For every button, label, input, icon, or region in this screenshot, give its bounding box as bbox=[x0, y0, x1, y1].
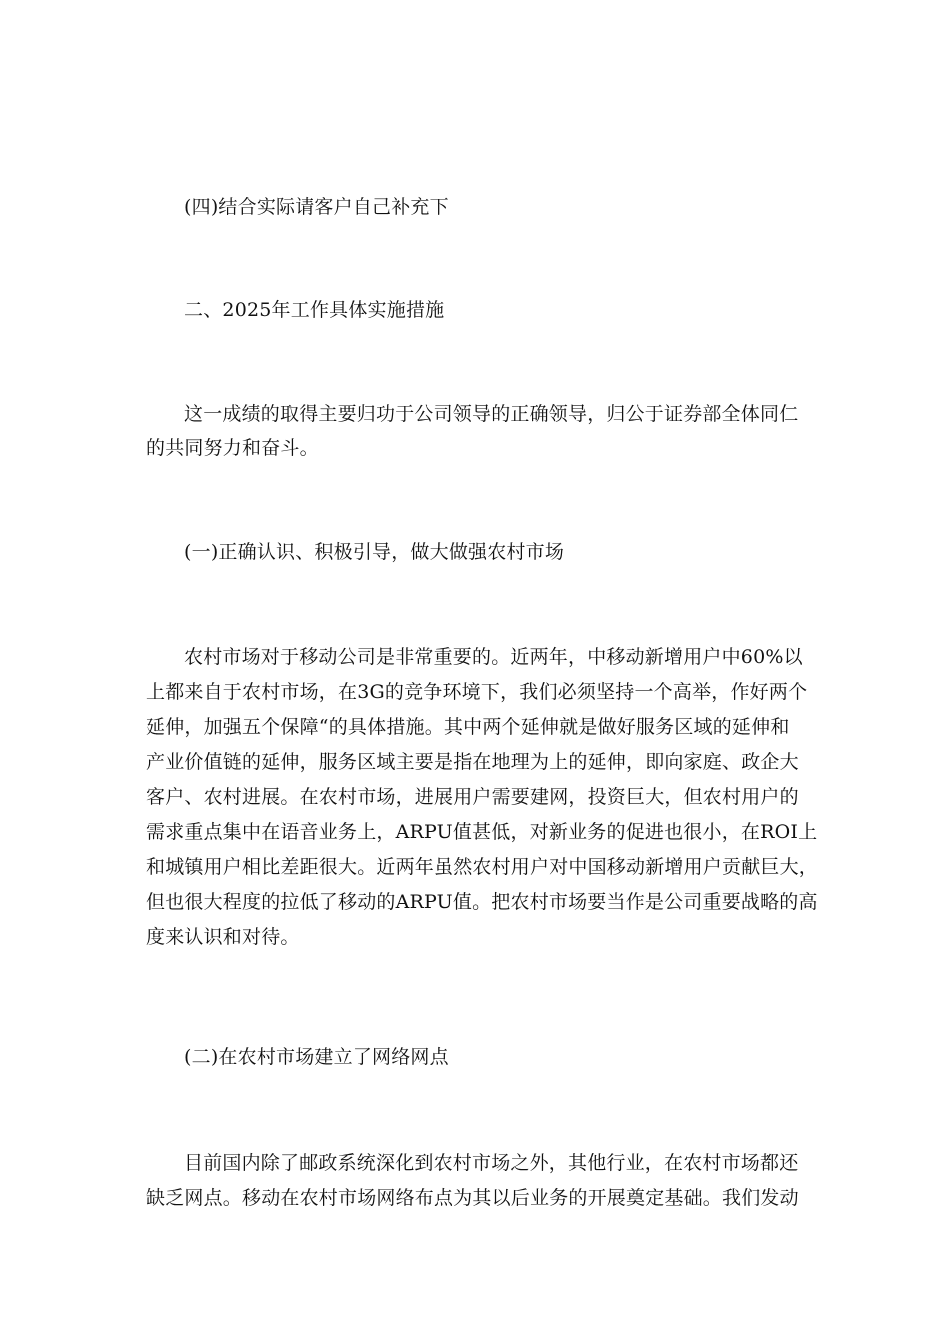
paragraph-2-line-7: 和城镇用户相比差距很大。近两年虽然农村用户对中国移动新增用户贡献巨大， bbox=[146, 856, 819, 878]
heading-four: (四)结合实际请客户自己补充下 bbox=[184, 196, 449, 218]
paragraph-3-line-2: 缺乏网点。移动在农村市场网络布点为其以后业务的开展奠定基础。我们发动 bbox=[146, 1187, 799, 1209]
paragraph-1-line-2: 的共同努力和奋斗。 bbox=[146, 437, 319, 459]
paragraph-2-line-3: 延伸，加强五个保障“的具体措施。其中两个延伸就是做好服务区域的延伸和 bbox=[146, 716, 790, 738]
subheading-two: (二)在农村市场建立了网络网点 bbox=[184, 1046, 449, 1068]
paragraph-2-line-2: 上都来自于农村市场，在3G的竞争环境下，我们必须坚持一个高举，作好两个 bbox=[146, 681, 808, 703]
subheading-one: (一)正确认识、积极引导，做大做强农村市场 bbox=[184, 541, 565, 563]
section-two-title: 二、2025年工作具体实施措施 bbox=[184, 299, 445, 321]
paragraph-3-line-1: 目前国内除了邮政系统深化到农村市场之外，其他行业，在农村市场都还 bbox=[184, 1152, 799, 1174]
paragraph-1-line-1: 这一成绩的取得主要归功于公司领导的正确领导，归公于证券部全体同仁 bbox=[184, 403, 799, 425]
paragraph-2-line-9: 度来认识和对待。 bbox=[146, 926, 300, 948]
paragraph-2-line-8: 但也很大程度的拉低了移动的ARPU值。把农村市场要当作是公司重要战略的高 bbox=[146, 891, 818, 913]
paragraph-2-line-6: 需求重点集中在语音业务上，ARPU值甚低，对新业务的促进也很小，在ROI上 bbox=[146, 821, 818, 843]
paragraph-2-line-4: 产业价值链的延伸，服务区域主要是指在地理为上的延伸，即向家庭、政企大 bbox=[146, 751, 799, 773]
paragraph-2-line-5: 客户、农村进展。在农村市场，进展用户需要建网，投资巨大，但农村用户的 bbox=[146, 786, 799, 808]
paragraph-2-line-1: 农村市场对于移动公司是非常重要的。近两年，中移动新增用户中60%以 bbox=[184, 646, 803, 668]
